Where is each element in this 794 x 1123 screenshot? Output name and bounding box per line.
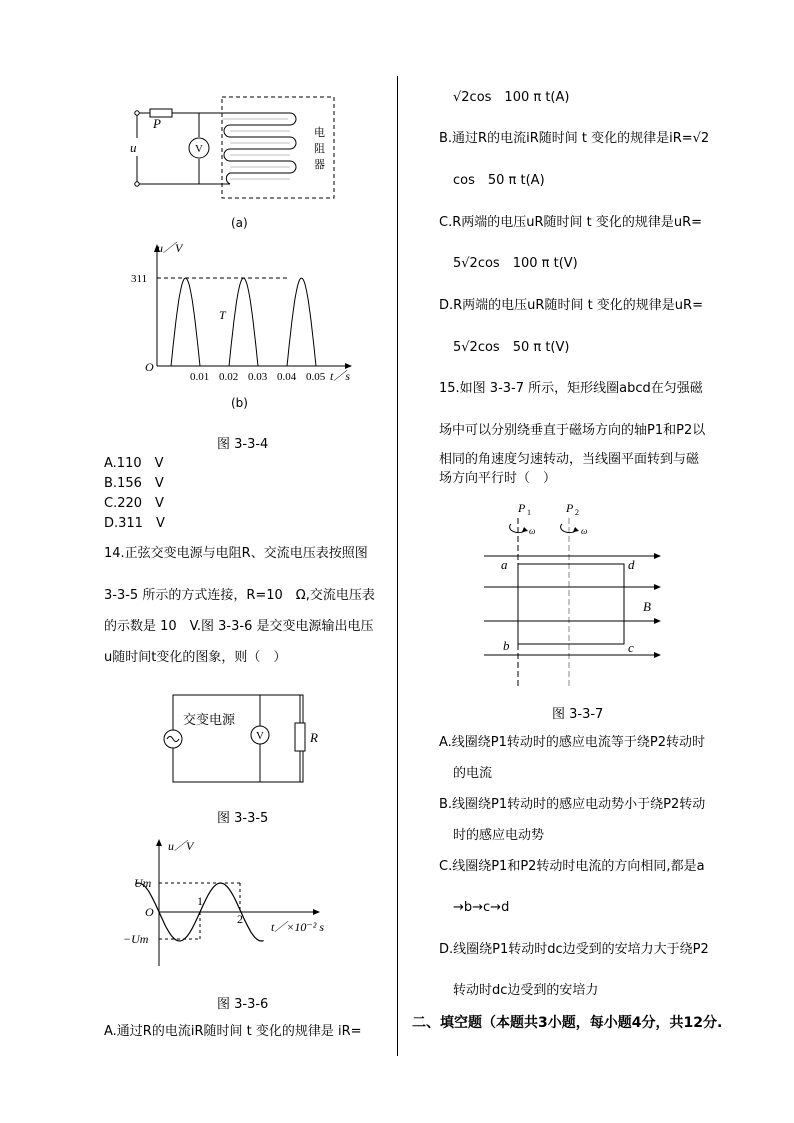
figure-336-chart [118, 836, 358, 976]
omega-1: ω [529, 526, 536, 536]
x-tick-label: 0.01 [190, 371, 210, 383]
figure-335-circuit [158, 692, 318, 788]
q15-option-d-1: D.线圈绕P1转动时dc边受到的安培力大于绕P2 [439, 942, 709, 957]
figure-b-chart [131, 240, 360, 390]
x-axis-arrow [313, 909, 320, 915]
q15-option-a-2: 的电流 [453, 766, 493, 781]
y-axis-label: u／V [168, 839, 194, 853]
corner-b: b [503, 638, 510, 653]
q14-option-a-start: A.通过R的电流iR随时间 t 变化的规律是 iR= [104, 1024, 362, 1039]
q14-option-d-1: D.R两端的电压uR随时间 t 变化的规律是uR= [439, 298, 703, 313]
terminal-top [135, 111, 139, 115]
q14-line-1: 14.正弦交变电源与电阻R、交流电压表按照图 [104, 546, 368, 561]
q14-line-2: 3-3-5 所示的方式连接，R=10 Ω,交流电压表 [104, 588, 375, 603]
circuit-loop [173, 695, 303, 782]
origin-label: O [145, 905, 154, 919]
figure-b-caption: (b) [231, 396, 248, 410]
q15-option-d-2: 转动时dc边受到的安培力 [453, 983, 599, 998]
y-tick-um: Um [134, 876, 152, 890]
q15-option-c-2: →b→c→d [453, 900, 510, 915]
corner-d: d [628, 557, 635, 572]
heater-char-2: 阻 [314, 143, 325, 155]
q14-option-b-2: cos 50 π t(A) [453, 173, 545, 188]
option-13-c: C.220 V [104, 496, 164, 511]
q15-option-c-1: C.线圈绕P1和P2转动时电流的方向相同,都是a [439, 859, 705, 874]
half-wave-1 [171, 278, 200, 366]
q15-line-4: 场方向平行时（ ） [439, 471, 557, 486]
figure-a-circuit [130, 96, 340, 206]
column-divider [397, 76, 398, 1056]
axis-p2-label: P [566, 501, 574, 515]
y-tick-311: 311 [131, 273, 148, 285]
voltmeter-label: V [195, 143, 203, 155]
q14-option-a-end: √2cos 100 π t(A) [453, 90, 570, 105]
resistor-label: R [310, 730, 318, 745]
period-label: T [219, 308, 226, 322]
q14-option-d-2: 5√2cos 50 π t(V) [453, 340, 570, 355]
corner-a: a [501, 557, 508, 572]
figure-337-diagram [478, 496, 668, 696]
y-axis-arrow [156, 839, 162, 846]
x-tick-label: 0.02 [219, 371, 239, 383]
q14-line-4: u随时间t变化的图象，则（ ） [104, 650, 287, 665]
omega-2: ω [581, 526, 588, 536]
option-13-d: D.311 V [104, 516, 165, 531]
q15-option-b-1: B.线圈绕P1转动时的感应电动势小于绕P2转动 [439, 797, 706, 812]
section-2-heading: 二、填空题（本题共3小题，每小题4分，共12分. [412, 1015, 723, 1031]
q14-option-c-1: C.R两端的电压uR随时间 t 变化的规律是uR= [439, 215, 703, 230]
x-tick-label: 0.03 [248, 371, 268, 383]
axis-p2-sub: 2 [575, 508, 579, 517]
q15-line-1: 15.如图 3-3-7 所示，矩形线圈abcd在匀强磁 [439, 381, 703, 396]
q14-option-c-2: 5√2cos 100 π t(V) [453, 256, 578, 271]
axis-p1-sub: 1 [527, 508, 531, 517]
q14-line-3: 的示数是 10 V.图 3-3-6 是交变电源输出电压 [104, 619, 374, 634]
terminal-bottom [135, 182, 139, 186]
corner-c: c [628, 640, 634, 655]
heater-char-1: 电 [314, 127, 325, 139]
option-13-b: B.156 V [104, 476, 164, 491]
x-tick-label: 0.05 [306, 371, 326, 383]
option-13-a: A.110 V [104, 456, 164, 471]
q15-line-3: 相同的角速度匀速转动，当线圈平面转到与磁 [439, 452, 700, 467]
q15-option-a-1: A.线圈绕P1转动时的感应电流等于绕P2转动时 [439, 735, 706, 750]
x-axis-label: t／×10⁻² s [271, 920, 325, 934]
heater-char-3: 器 [314, 159, 325, 171]
figure-335-caption: 图 3-3-5 [217, 811, 269, 826]
q15-line-2: 场中可以分别绕垂直于磁场方向的轴P1和P2以 [439, 423, 706, 438]
voltmeter-label: V [256, 730, 264, 742]
figure-337-caption: 图 3-3-7 [552, 707, 604, 722]
y-tick-neg-um: −Um [123, 932, 149, 946]
x-tick-2: 2 [237, 912, 243, 926]
q14-option-b-1: B.通过R的电流iR随时间 t 变化的规律是iR=√2 [439, 131, 710, 146]
label-p: P [153, 116, 161, 131]
field-b-label: B [643, 599, 651, 614]
resistor-r [295, 723, 305, 751]
coil-abcd [518, 564, 624, 644]
half-wave-3 [287, 278, 316, 366]
source-label: 交变电源 [183, 712, 236, 727]
x-axis-label: t／s [330, 369, 351, 383]
y-axis-label: u／V [157, 241, 183, 255]
x-tick-1: 1 [197, 894, 203, 908]
q15-option-b-2: 时的感应电动势 [453, 828, 545, 843]
axis-p1-label: P [518, 501, 526, 515]
label-u: u [130, 140, 137, 155]
x-tick-label: 0.04 [277, 371, 297, 383]
origin-label: O [145, 360, 154, 374]
figure-a-caption: (a) [231, 216, 248, 230]
figure-334-caption: 图 3-3-4 [217, 437, 269, 452]
figure-336-caption: 图 3-3-6 [217, 997, 269, 1012]
heating-element [222, 113, 296, 184]
half-wave-2 [229, 278, 258, 366]
